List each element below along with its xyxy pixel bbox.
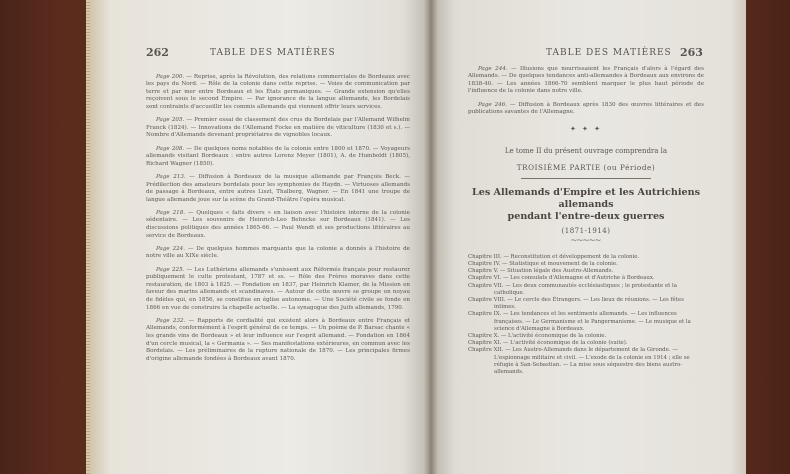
- entry-page-ref: Page 200.: [156, 73, 185, 80]
- entry-text: — Reprise, après la Révolution, des relations commerciales de Bordeaux avec les pays du Nord. — Rôle de la colonie dans cette reprise. — Voies de communication par terre et par mer entre Bordeaux et les États germaniques. — Grande extension qu'elles reçoivent sous le second Empire. — Par ignorance de la langue allemande, les Bordelais sont contraints d'accueillir les commis allemands qui viennent offrir leurs services.: [146, 73, 410, 110]
- chapter-line: Chapitre XI. — L'activité économique de la colonie (suite).: [468, 340, 628, 347]
- toc-entry: [146, 74, 410, 112]
- entry-page-ref: Page 224.: [156, 245, 186, 252]
- period-dates: (1871-1914): [561, 226, 611, 235]
- chapter-line: Chapitre IV. — Statistique et mouvement de la colonie.: [468, 260, 618, 267]
- page-number-left: 262: [146, 46, 169, 59]
- entry-page-ref: Page 244.: [478, 65, 508, 72]
- chapter-line: Chapitre VII. — Les deux communautés ecclésiastiques ; le protestante et la catholique.: [468, 282, 677, 296]
- toc-entry: [146, 146, 410, 169]
- toc-entry: [468, 102, 704, 117]
- toc-entry: [146, 267, 410, 313]
- entry-text: — Premier essai de classement des crus du Bordelais par l'Allemand Wilhelm Franck (1824). — Innovations de l'Allemand Focke en matière de viticulture (1830 et s.). — Nombre d'Allemands devenant propriétaires de vignobles locaux.: [146, 117, 410, 139]
- toc-entry: [146, 246, 410, 261]
- entry-page-ref: Page 218.: [156, 209, 186, 216]
- divider-rule: [521, 178, 651, 179]
- part-heading: TROISIÈME PARTIE (ou Période): [516, 162, 656, 172]
- entry-text: — Diffusion à Bordeaux de la musique allemande par François Beck. — Prédilection des amateurs bordelais pour les symphonies de Haydn. — Virtuoses allemands de passage à Bordeaux, entre autres Liszt, Thalberg, Wagner. — En 1841 une troupe de langue allemande joue sur la scène du Grand-Théâtre l'opéra musical.: [146, 173, 410, 203]
- chapter-line: Chapitre VI. — Les consulats d'Allemagne et d'Autriche à Bordeaux.: [468, 275, 655, 282]
- entry-page-ref: Page 225.: [156, 266, 185, 273]
- entry-page-ref: Page 213.: [156, 173, 186, 180]
- entry-page-ref: Page 208.: [156, 145, 185, 152]
- right-page-body: [468, 60, 704, 376]
- chapter-line: Chapitre VIII. — Le cercle des Étrangers. — Les lieux de réunions. — Les fêtes intimes.: [468, 296, 684, 311]
- entry-text: — De quelques noms notables de la colonie entre 1800 et 1870. — Voyageurs allemands visitant Bordeaux : entre autres Lorenz Meyer (1801), A. de Humboldt (1805), Richard Wagner (1850).: [146, 145, 410, 167]
- volume-title-line2: pendant l'entre-deux guerres: [507, 210, 665, 222]
- ornament-stars: ✦ ✦ ✦: [569, 124, 603, 133]
- volume-intro: Le tome II du présent ouvrage comprendra la: [504, 146, 668, 155]
- left-page-body: [146, 68, 410, 367]
- left-page: [86, 0, 430, 474]
- chapter-line: Chapitre V. — Situation légale des Austro-Allemands.: [468, 268, 614, 275]
- toc-entry: [146, 117, 410, 140]
- chapter-line: Chapitre III. — Reconstitution et développement de la colonie.: [468, 253, 640, 260]
- right-page: [430, 0, 746, 474]
- page-edges: [86, 0, 90, 474]
- volume-title-line1: Les Allemands d'Empire et les Autrichiens allemands: [471, 186, 701, 210]
- toc-entry: [468, 66, 704, 96]
- entry-page-ref: Page 205.: [156, 117, 185, 124]
- chapter-line: Chapitre IX. — Les tendances et les sentiments allemands. — Les influences françaises. — Le Germanisme et le Pangermanisme. — Le musique et la science d'Allemagne à Bordeaux.: [468, 311, 691, 332]
- running-head-right: TABLE DES MATIÈRES: [546, 48, 672, 58]
- page-number-right: 263: [680, 46, 703, 59]
- toc-entry: [146, 318, 410, 364]
- entry-text: — Rapports de cordialité qui existent alors à Bordeaux entre Français et Allemands, conformément à l'esprit général de ce temps. — Un poème de P. Barsac chante « les grands vins de Bordeaux » et leur influence sur l'esprit allemand. — Fondation en 1864 d'un cercle musical, la « Germania ». — Ses manifestations extérieures, en commun avec les Bordelais. — Les préliminaires de la rupture nationale de 1870. — Les principales firmes d'origine allemande fondées à Bordeaux avant 1870.: [146, 317, 411, 362]
- open-book: [86, 0, 746, 474]
- toc-entry: [146, 174, 410, 204]
- chapter-line: Chapitre XII. — Les Austro-Allemands dans le département de la Gironde. — L'espionnage militaire et civil. — L'exode de la colonie en 1914 ; elle se réfugie à San-Sebastian. — La mise sous séquestre des biens austro-allemands.: [468, 347, 690, 375]
- flourish-ornament: ⁓⁓⁓⁓⁓: [571, 236, 601, 244]
- entry-page-ref: Page 246.: [478, 101, 508, 108]
- entry-text: — Les Luthériens allemands s'unissent aux Réformés français pour restaurer publiquement le culte protestant, 1787 et ss. — Rôle des Frères moraves dans cette restauration, de 1803 à 1825. — Fondation en 1837, par Heinrich Klamer, de la Mission en faveur des marins allemands et scandinaves. — Autour de cette œuvre se groupe un noyau de fidèles qui, en 1856, se constitue en église autonome. — Une Société civile se fonde en 1866 en vue de construire la chapelle actuelle. — La synagogue des Juifs allemands, 1790.: [146, 266, 410, 311]
- running-head-left: TABLE DES MATIÈRES: [210, 48, 336, 58]
- entry-text: — Illusions que nourrissaient les Français d'alors à l'égard des Allemands. — De quelques tendances anti-allemandes à Bordeaux aux environs de 1838-40. — Les années 1866-70 semblent marquer le plus haut période de l'influence de la colonie dans notre ville.: [468, 65, 704, 95]
- book-gutter: [424, 0, 438, 474]
- entry-text: — Diffusion à Bordeaux après 1830 des œuvres littéraires et des publications savantes de l'Allemagne.: [468, 101, 704, 116]
- toc-entry: [146, 210, 410, 240]
- chapter-line: Chapitre X. — L'activité économique de la colonie.: [468, 332, 607, 339]
- entry-text: — Quelques « faits divers » en liaison avec l'histoire interne de la colonie sédentaire. — Les souvenirs de Heinrich-Leo Behncke sur Bordeaux (1841). — Les discussions politiques des années 1865-66. — Paul Wendt et ses productions littéraires au service de Bordeaux.: [146, 209, 410, 239]
- entry-text: — De quelques hommes marquants que la colonie a donnés à l'histoire de notre ville au XIXe siècle.: [146, 245, 410, 260]
- entry-page-ref: Page 232.: [156, 317, 186, 324]
